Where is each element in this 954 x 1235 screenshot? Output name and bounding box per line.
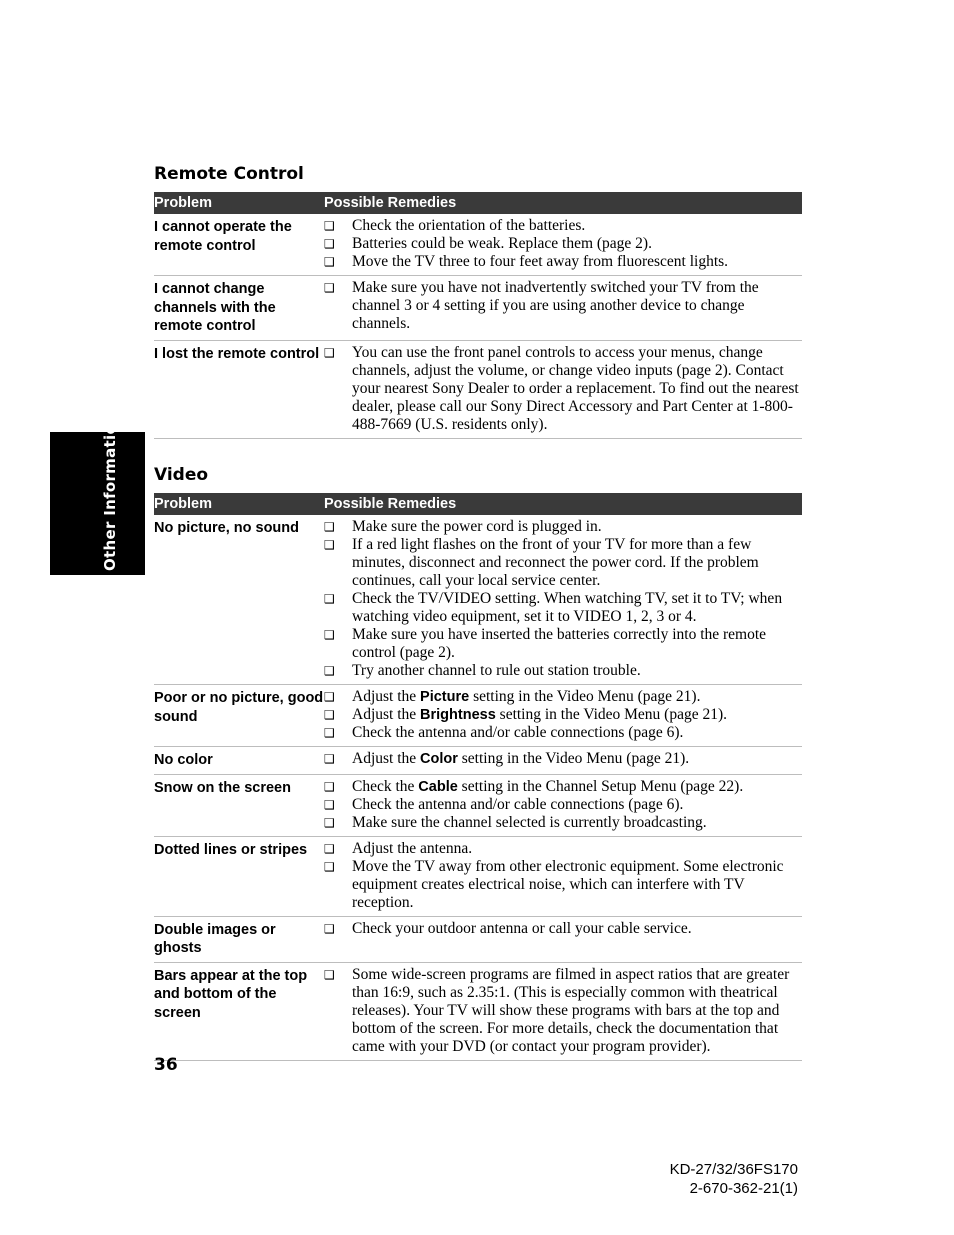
checkbox-bullet-icon: ❑ [324, 538, 335, 552]
remedy-item [324, 518, 802, 536]
model-number: KD-27/32/36FS170 [669, 1161, 798, 1178]
remedy-text-pre: Adjust the [352, 706, 421, 723]
checkbox-bullet-icon: ❑ [324, 708, 335, 722]
table-row [154, 515, 802, 685]
table-row [154, 747, 802, 775]
model-info [670, 1160, 798, 1198]
side-tab [50, 412, 145, 575]
remedy-text: Move the TV away from other electronic equipment. Some electronic equipment creates electrical noise, which can interfere with TV reception. [352, 857, 784, 911]
remedy-text: Batteries could be weak. Replace them (page 2). [352, 235, 652, 252]
remedy-item [324, 279, 802, 333]
remedies-cell [324, 518, 802, 680]
remedies-cell [324, 778, 802, 832]
checkbox-bullet-icon: ❑ [324, 281, 335, 295]
checkbox-bullet-icon: ❑ [324, 520, 335, 534]
remedy-text: Check the antenna and/or cable connections (page 6). [352, 795, 684, 813]
remedy-text: Make sure you have not inadvertently switched your TV from the channel 3 or 4 setting if you are using another device to change channels. [352, 279, 759, 332]
table-row [154, 214, 802, 276]
video-section [154, 464, 802, 1061]
remedy-text-post: setting in the Video Menu (page 21). [469, 688, 701, 705]
remedies-cell [324, 966, 802, 1056]
checkbox-bullet-icon: ❑ [324, 815, 335, 830]
remedy-text: Make sure you have inserted the batteries correctly into the remote control (page 2). [352, 626, 767, 661]
remedies-cell [324, 920, 802, 958]
remedy-text-post: setting in the Channel Setup Menu (page 22). [457, 777, 744, 795]
checkbox-bullet-icon: ❑ [324, 841, 335, 856]
remedies-cell [324, 279, 802, 336]
problem-cell: Snow on the screen [154, 779, 291, 796]
header-remedies: Possible Remedies [324, 195, 457, 211]
menu-setting-name: Cable [418, 778, 458, 795]
checkbox-bullet-icon: ❑ [324, 797, 335, 812]
remedy-text [352, 778, 743, 796]
remedy-text-pre: Adjust the [352, 688, 421, 705]
section-title: Remote Control [154, 164, 304, 184]
remedy-item [324, 344, 802, 434]
remedy-item [324, 235, 802, 253]
remedy-item [324, 814, 802, 832]
remedy-item [324, 858, 802, 912]
checkbox-bullet-icon: ❑ [324, 592, 335, 606]
remedy-item [324, 626, 802, 662]
remedy-item [324, 706, 802, 724]
menu-setting-name: Brightness [420, 707, 496, 723]
remedy-item [324, 217, 802, 235]
remedy-text: Make sure the channel selected is currently broadcasting. [352, 813, 707, 831]
remedy-item [324, 840, 802, 858]
checkbox-bullet-icon: ❑ [324, 859, 335, 874]
remedy-item [324, 724, 802, 742]
header-problem: Problem [154, 496, 213, 512]
table-row [154, 963, 802, 1061]
page-number: 36 [154, 1055, 178, 1075]
problem-cell: Poor or no picture, good sound [154, 690, 324, 725]
problem-cell: I cannot operate the remote control [154, 219, 292, 254]
remote-control-section [154, 163, 802, 439]
problem-cell: No picture, no sound [154, 520, 299, 536]
menu-setting-name: Color [420, 751, 458, 767]
remedy-text: Some wide-screen programs are filmed in aspect ratios that are greater than 16:9, such as 2.35:1. (This is especially common with theatrical releases). Your TV will show these programs with bars at the top and bottom of the screen. For more details, check the documentation that came with your DVD (or contact your program provider). [352, 965, 790, 1055]
remedy-text: Check the orientation of the batteries. [352, 217, 586, 234]
remedy-text: Make sure the power cord is plugged in. [352, 518, 602, 535]
remedy-item [324, 778, 802, 796]
remedy-text-post: setting in the Video Menu (page 21). [495, 706, 728, 723]
remedy-text-pre: Check the [352, 777, 419, 795]
table-row [154, 837, 802, 917]
remedy-text: If a red light flashes on the front of your TV for more than a few minutes, disconnect and reconnect the power cord. If the problem continues, call your local service center. [352, 536, 759, 589]
checkbox-bullet-icon: ❑ [324, 628, 335, 642]
remedy-text [352, 688, 700, 706]
remedy-text: Check your outdoor antenna or call your cable service. [352, 919, 692, 937]
remedy-item [324, 750, 802, 768]
table-header [154, 192, 802, 214]
remedy-text: Check the TV/VIDEO setting. When watching TV, set it to TV; when watching video equipment, set it to VIDEO 1, 2, 3 or 4. [352, 590, 783, 625]
header-remedies: Possible Remedies [324, 496, 457, 512]
remedy-text-post: setting in the Video Menu (page 21). [457, 750, 690, 767]
remedy-item [324, 688, 802, 706]
remedies-cell [324, 344, 802, 434]
checkbox-bullet-icon: ❑ [324, 219, 335, 233]
checkbox-bullet-icon: ❑ [324, 664, 335, 678]
remedies-cell [324, 217, 802, 271]
remedy-text [352, 706, 727, 724]
checkbox-bullet-icon: ❑ [324, 726, 335, 740]
remedies-cell [324, 750, 802, 770]
problem-cell: I cannot change channels with the remote control [154, 281, 276, 334]
menu-setting-name: Picture [420, 689, 470, 705]
table-row [154, 775, 802, 837]
remedy-text: You can use the front panel controls to access your menus, change channels, adjust the volume, or change video inputs (page 2). Contact your nearest Sony Dealer to order a replacement. To find out the nearest dealer, please call our Sony Direct Accessory and Part Center at 1-800-488-7669 (U.S. residents only). [352, 343, 799, 433]
section-title: Video [154, 465, 209, 485]
remedy-text-pre: Adjust the [352, 750, 421, 767]
table-row [154, 276, 802, 341]
table-row [154, 685, 802, 747]
problem-cell: Double images or ghosts [154, 921, 276, 956]
remedy-text: Move the TV three to four feet away from fluorescent lights. [352, 253, 729, 270]
remedy-item [324, 796, 802, 814]
problem-cell: No color [154, 752, 213, 768]
side-tab-label: Other Information [101, 412, 119, 571]
video-table-body [154, 515, 802, 1061]
remedy-item [324, 536, 802, 590]
remedy-text: Try another channel to rule out station trouble. [352, 662, 641, 679]
remedy-text: Adjust the antenna. [352, 839, 473, 857]
table-row [154, 341, 802, 439]
problem-cell: Bars appear at the top and bottom of the screen [154, 967, 308, 1021]
checkbox-bullet-icon: ❑ [324, 779, 335, 794]
part-number: 2-670-362-21(1) [689, 1180, 798, 1197]
checkbox-bullet-icon: ❑ [324, 921, 335, 936]
problem-cell: Dotted lines or stripes [154, 841, 308, 858]
remedy-text: Check the antenna and/or cable connections (page 6). [352, 724, 684, 741]
problem-cell: I lost the remote control [154, 345, 320, 362]
header-problem: Problem [154, 195, 213, 211]
checkbox-bullet-icon: ❑ [324, 345, 335, 360]
checkbox-bullet-icon: ❑ [324, 255, 335, 269]
remedies-cell [324, 688, 802, 742]
table-row [154, 917, 802, 963]
remedy-item [324, 662, 802, 680]
remedy-item [324, 920, 802, 938]
checkbox-bullet-icon: ❑ [324, 752, 335, 766]
remedy-text [352, 750, 689, 768]
checkbox-bullet-icon: ❑ [324, 237, 335, 251]
remedy-item [324, 253, 802, 271]
remote-table-body [154, 214, 802, 439]
table-header [154, 493, 802, 515]
remedy-item [324, 590, 802, 626]
checkbox-bullet-icon: ❑ [324, 967, 335, 982]
remedies-cell [324, 840, 802, 912]
checkbox-bullet-icon: ❑ [324, 690, 335, 704]
remedy-item [324, 966, 802, 1056]
